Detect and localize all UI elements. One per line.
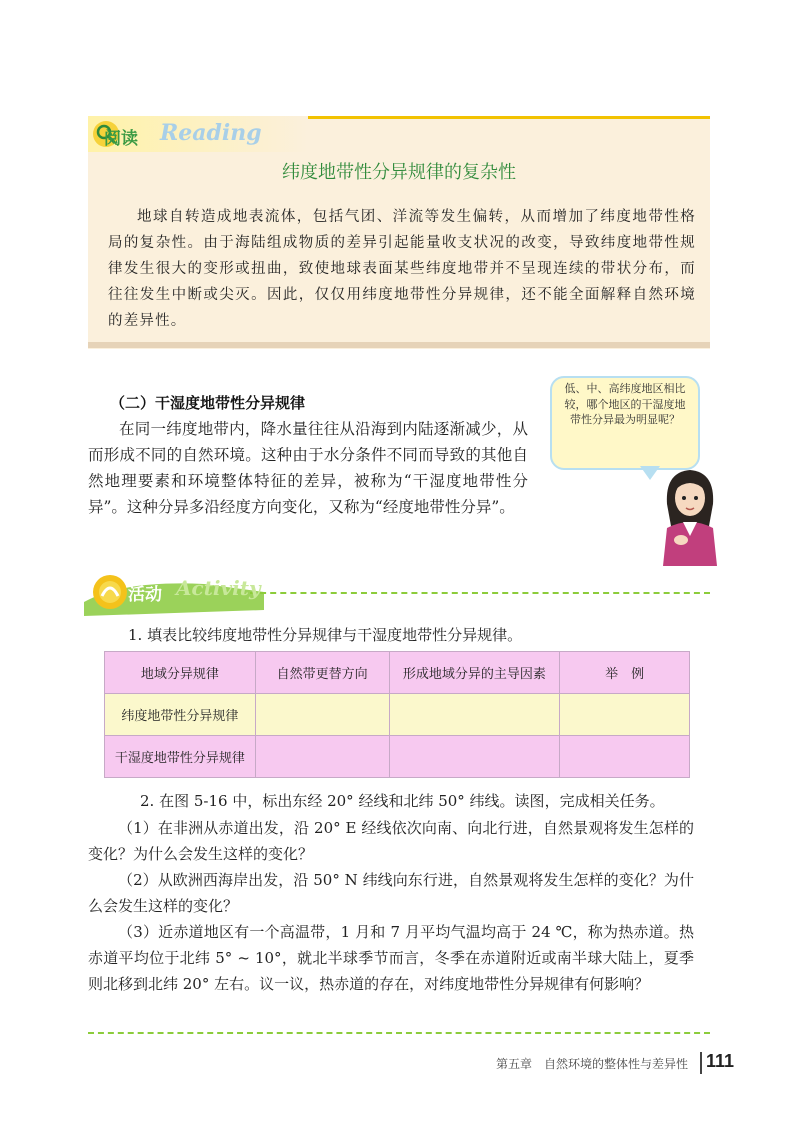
bottom-divider bbox=[88, 1032, 710, 1034]
speech-bubble-text: 低、中、高纬度地区相比较，哪个地区的干湿度地带性分异最为明显呢？ bbox=[564, 383, 686, 426]
table-cell-blank[interactable] bbox=[560, 694, 690, 736]
activity-label-en: Activity bbox=[176, 576, 261, 600]
table-cell-blank[interactable] bbox=[389, 694, 560, 736]
table-header: 地域分异规律 bbox=[105, 652, 256, 694]
table-row-label: 纬度地带性分异规律 bbox=[105, 694, 256, 736]
comparison-table bbox=[104, 651, 690, 778]
table-row bbox=[105, 736, 690, 778]
task-2-question-2: （2）从欧洲西海岸出发，沿 50° N 纬线向东行进，自然景观将发生怎样的变化？为什么会发生这样的变化？ bbox=[88, 871, 694, 915]
reading-body: 地球自转造成地表流体，包括气团、洋流等发生偏转，从而增加了纬度地带性格局的复杂性。由于海陆组成物质的差异引起能量收支状况的改变，导致纬度地带性规律发生很大的变形或扭曲，致使地球表面某些纬度地带并不呈现连续的带状分布，而往往发生中断或尖灭。因此，仅仅用纬度地带性分异规律，还不能全面解释自然环境的差异性。 bbox=[108, 209, 696, 329]
table-cell-blank[interactable] bbox=[255, 736, 389, 778]
table-cell-blank[interactable] bbox=[389, 736, 560, 778]
activity-label: 活动 bbox=[128, 585, 162, 604]
task-2-question-3: （3）近赤道地区有一个高温带，1 月和 7 月平均气温均高于 24 ℃，称为热赤道。热赤道平均位于北纬 5° ~ 10°，就北半球季节而言，冬季在赤道附近或南半球大陆上，夏季则北移到北纬 20° 左右。议一议，热赤道的存在，对纬度地带性分异规律有何影响？ bbox=[88, 923, 694, 993]
table-cell-blank[interactable] bbox=[560, 736, 690, 778]
chapter-footer: 第五章 自然环境的整体性与差异性 bbox=[496, 1057, 689, 1071]
table-row-label: 干湿度地带性分异规律 bbox=[105, 736, 256, 778]
task-1: 1. 填表比较纬度地带性分异规律与干湿度地带性分异规律。 bbox=[128, 626, 523, 644]
reading-label: 阅读 bbox=[104, 129, 138, 148]
table-header: 自然带更替方向 bbox=[255, 652, 389, 694]
student-girl-illustration bbox=[655, 466, 725, 566]
page-number: 111 bbox=[706, 1051, 735, 1071]
section-heading: （二）干湿度地带性分异规律 bbox=[110, 395, 306, 412]
table-header: 形成地域分异的主导因素 bbox=[389, 652, 560, 694]
table-cell-blank[interactable] bbox=[255, 694, 389, 736]
section-body: 在同一纬度地带内，降水量往往从沿海到内陆逐渐减少，从而形成不同的自然环境。这种由于水分条件不同而导致的其他自然地理要素和环境整体特征的差异，被称为“干湿度地带性分异”。这种分异多沿经度方向变化，又称为“经度地带性分异”。 bbox=[88, 420, 528, 516]
reading-label-en: Reading bbox=[160, 120, 262, 146]
table-row bbox=[105, 694, 690, 736]
table-header-row bbox=[105, 652, 690, 694]
task-2-lead: 2. 在图 5-16 中，标出东经 20° 经线和北纬 50° 纬线。读图，完成相关任务。 bbox=[140, 792, 665, 810]
reading-title: 纬度地带性分异规律的复杂性 bbox=[282, 162, 516, 182]
footer-separator bbox=[700, 1052, 702, 1074]
reading-bottom-bar bbox=[88, 342, 710, 348]
table-header: 举 例 bbox=[560, 652, 690, 694]
activity-divider bbox=[250, 592, 710, 594]
task-2-question-1: （1）在非洲从赤道出发，沿 20° E 经线依次向南、向北行进，自然景观将发生怎样的变化？为什么会发生这样的变化？ bbox=[88, 819, 694, 863]
